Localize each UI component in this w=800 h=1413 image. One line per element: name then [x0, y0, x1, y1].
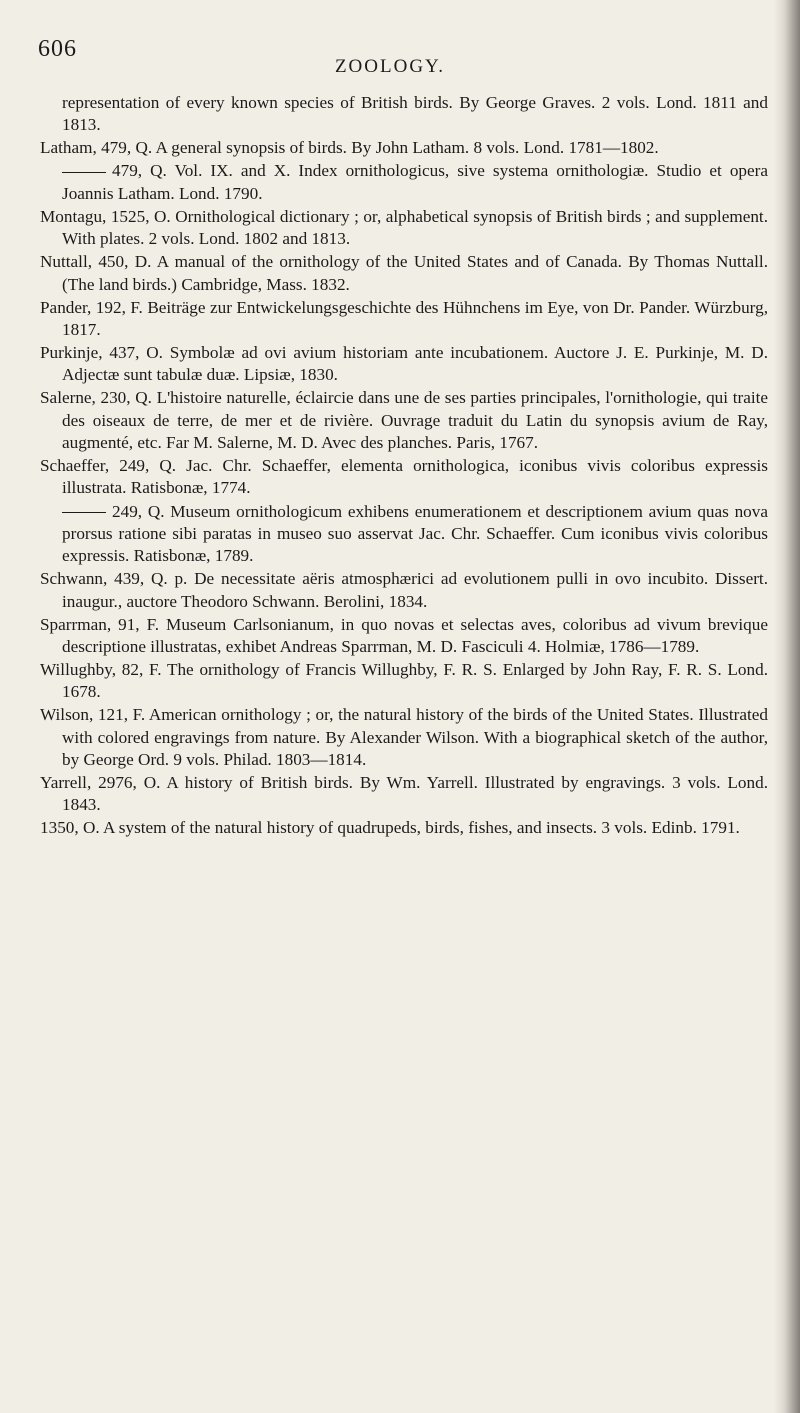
bibliography-entry: Pander, 192, F. Beiträge zur Entwickelungsgeschichte des Hühnchens im Eye, von Dr. Pander. Würzburg, 1817. — [40, 297, 768, 339]
ditto-dash — [62, 512, 106, 513]
bibliography-list — [40, 92, 768, 841]
bibliography-entry-repeat: 479, Q. Vol. IX. and X. Index ornithologicus, sive systema ornithologiæ. Studio et opera Joannis Latham. Lond. 1790. — [62, 161, 768, 203]
bibliography-entry: 1350, O. A system of the natural history of quadrupeds, birds, fishes, and insects. 3 vols. Edinb. 1791. — [40, 818, 740, 838]
bibliography-entry: Schwann, 439, Q. p. De necessitate aëris atmosphærici ad evolutionem pulli in ovo incubito. Dissert. inaugur., auctore Theodoro Schwann. Berolini, 1834. — [40, 569, 768, 611]
running-head: ZOOLOGY. — [334, 56, 446, 77]
bibliography-entry: Wilson, 121, F. American ornithology ; or, the natural history of the birds of the United States. Illustrated with colored engravings from nature. By Alexander Wilson. With a biographical sketch of the author, by George Ord. 9 vols. Philad. 1803—1814. — [40, 705, 768, 769]
page-number: 606 — [38, 36, 77, 62]
ditto-dash — [62, 172, 106, 173]
bibliography-entry-repeat: 249, Q. Museum ornithologicum exhibens enumerationem et descriptionem avium quas nova prorsus ratione sibi paratas in museo suo asservat Jac. Chr. Schaeffer. Cum iconibus vivis coloribus expressis. Ratisbonæ, 1789. — [62, 501, 768, 566]
bibliography-entry-continued: representation of every known species of British birds. By George Graves. 2 vols. Lond. 1811 and 1813. — [62, 93, 768, 135]
bibliography-entry: Latham, 479, Q. A general synopsis of birds. By John Latham. 8 vols. Lond. 1781—1802. — [40, 138, 659, 158]
bibliography-entry: Purkinje, 437, O. Symbolæ ad ovi avium historiam ante incubationem. Auctore J. E. Purkinje, M. D. Adjectæ sunt tabulæ duæ. Lipsiæ, 1830. — [40, 343, 768, 385]
bibliography-entry: Montagu, 1525, O. Ornithological dictionary ; or, alphabetical synopsis of British birds ; and supplement. With plates. 2 vols. Lond. 1802 and 1813. — [40, 206, 768, 249]
bibliography-entry: Nuttall, 450, D. A manual of the ornithology of the United States and of Canada. By Thomas Nuttall. (The land birds.) Cambridge, Mass. 1832. — [40, 252, 768, 294]
page-edge-shadow — [774, 0, 800, 1413]
bibliography-entry: Yarrell, 2976, O. A history of British birds. By Wm. Yarrell. Illustrated by engravings. 3 vols. Lond. 1843. — [40, 773, 768, 815]
bibliography-entry: Schaeffer, 249, Q. Jac. Chr. Schaeffer, elementa ornithologica, iconibus vivis coloribus expressis illustrata. Ratisbonæ, 1774. — [40, 456, 768, 498]
bibliography-entry: Sparrman, 91, F. Museum Carlsonianum, in quo novas et selectas aves, coloribus ad vivum brevique descriptione illustratas, exhibet Andreas Sparrman, M. D. Fasciculi 4. Holmiæ, 1786—1789. — [40, 614, 768, 656]
bibliography-entry: Willughby, 82, F. The ornithology of Francis Willughby, F. R. S. Enlarged by John Ray, F. R. S. Lond. 1678. — [40, 659, 768, 702]
bibliography-entry: Salerne, 230, Q. L'histoire naturelle, éclaircie dans une de ses parties principales, l'ornithologie, qui traite des oiseaux de terre, de mer et de rivière. Ouvrage traduit du Latin du synopsis avium de Ray, augmenté, etc. Far M. Salerne, M. D. Avec des planches. Paris, 1767. — [40, 388, 768, 453]
